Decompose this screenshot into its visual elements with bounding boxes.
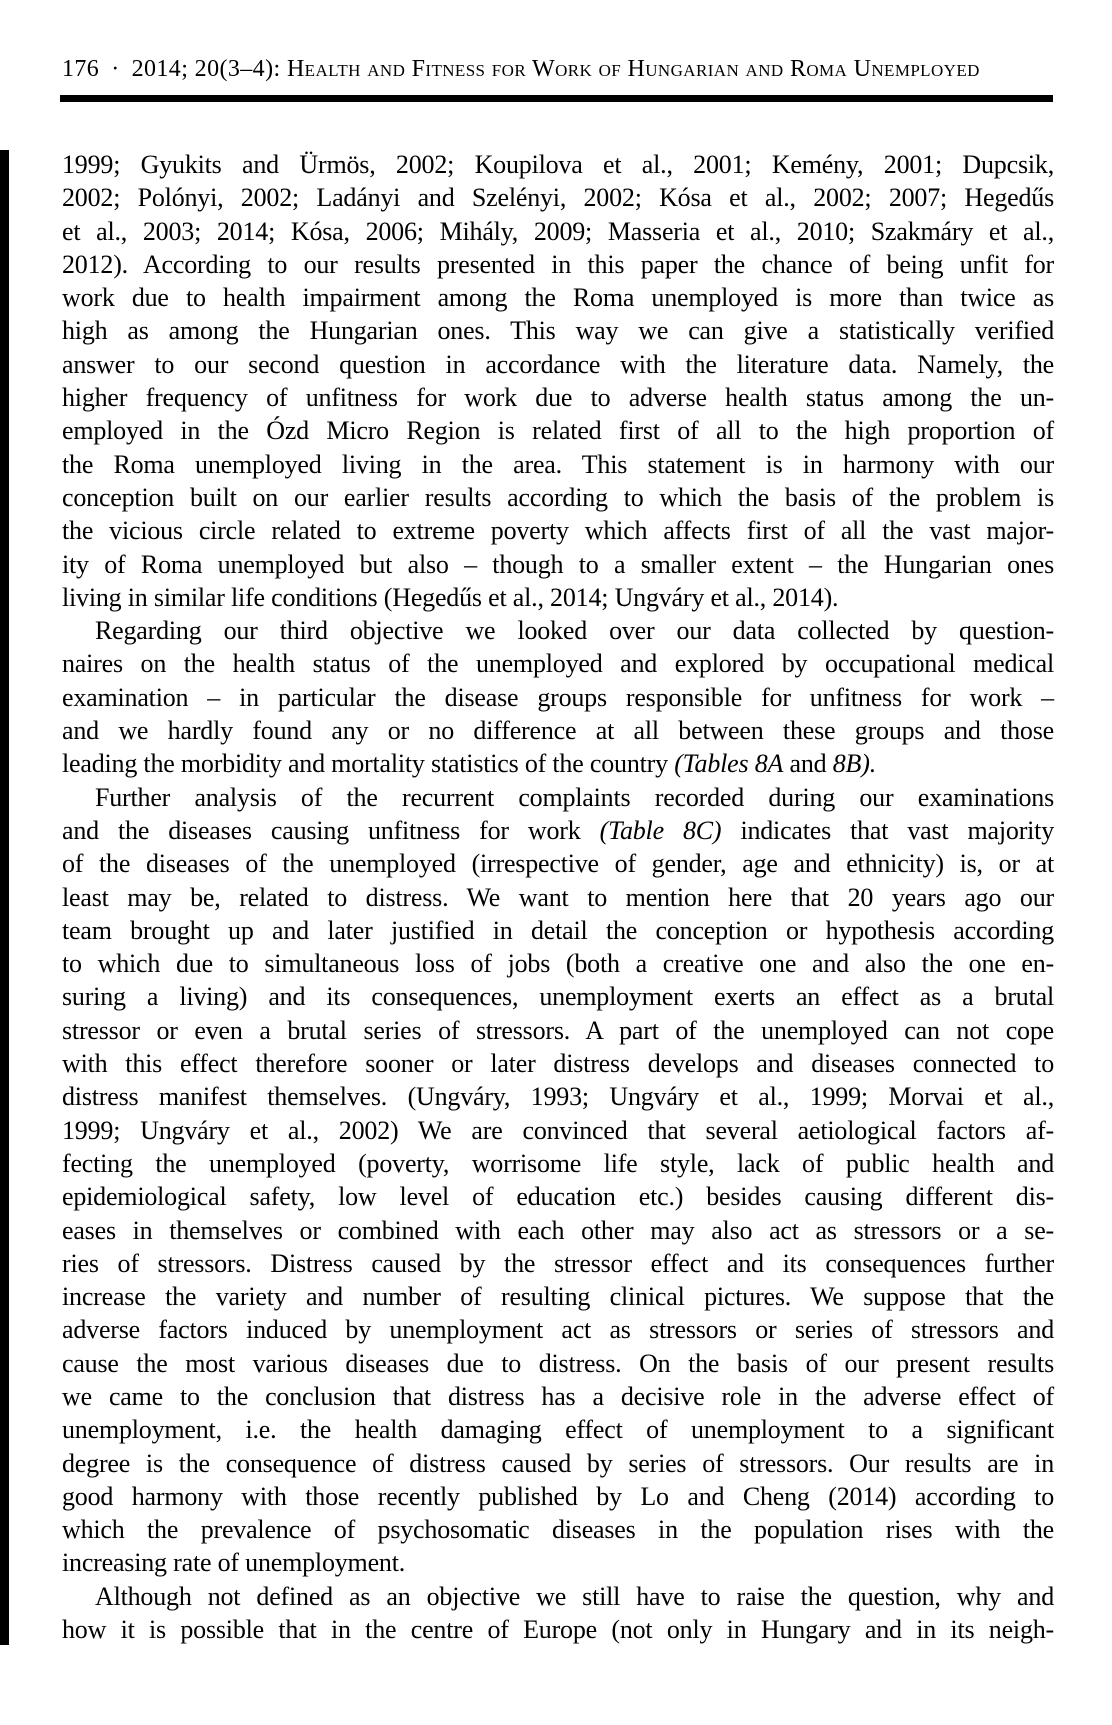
text-line: we came to the conclusion that distress has a decisive role in the adverse effect of: [62, 1381, 1054, 1411]
text-line: the vicious circle related to extreme poverty which affects first of all the vast major-: [62, 516, 1054, 546]
text-line: to which due to simultaneous loss of jobs (both a creative one and also the one en-: [62, 949, 1054, 979]
paragraph: [62, 781, 1054, 1580]
text-line: which the prevalence of psychosomatic diseases in the population rises with the: [62, 1515, 1054, 1545]
text-line: living in similar life conditions (Hegedűs et al., 2014; Ungváry et al., 2014).: [62, 582, 839, 612]
page-number: 176: [62, 56, 100, 82]
header-rule: [60, 95, 1053, 102]
paragraph: [62, 614, 1054, 780]
text-line: 1999; Gyukits and Ürmös, 2002; Koupilova et al., 2001; Kemény, 2001; Dupcsik,: [62, 150, 1054, 179]
text-line: suring a living) and its consequences, unemployment exerts an effect as a brutal: [62, 982, 1054, 1012]
header-separator: ·: [111, 56, 120, 82]
paragraph: [62, 148, 1054, 614]
text-line: team brought up and later justified in detail the conception or hypothesis according: [62, 915, 1054, 945]
text-line: higher frequency of unfitness for work due to adverse health status among the un-: [62, 383, 1054, 413]
text-line: distress manifest themselves. (Ungváry, 1993; Ungváry et al., 1999; Morvai et al.,: [62, 1082, 1054, 1112]
text-line: increase the variety and number of resulting clinical pictures. We suppose that the: [62, 1282, 1054, 1312]
text-line: Although not defined as an objective we still have to raise the question, why and: [95, 1581, 1054, 1611]
text-line: degree is the consequence of distress caused by series of stressors. Our results are in: [62, 1448, 1054, 1478]
text-line: least may be, related to distress. We want to mention here that 20 years ago our: [62, 882, 1054, 912]
text-line: fecting the unemployed (poverty, worrisome life style, lack of public health and: [62, 1148, 1054, 1178]
text-line: adverse factors induced by unemployment act as stressors or series of stressors and: [62, 1315, 1054, 1345]
text-line: stressor or even a brutal series of stressors. A part of the unemployed can not cope: [62, 1015, 1054, 1045]
text-line: leading the morbidity and mortality statistics of the country (Tables 8A and 8B).: [62, 749, 876, 779]
text-line: ries of stressors. Distress caused by the stressor effect and its consequences further: [62, 1248, 1054, 1278]
text-line: and the diseases causing unfitness for work (Table 8C) indicates that vast majority: [62, 815, 1054, 845]
running-title: Health and Fitness for Work of Hungarian and Roma Unemployed: [286, 56, 980, 82]
text-line: et al., 2003; 2014; Kósa, 2006; Mihály, 2009; Masseria et al., 2010; Szakmáry et al.,: [62, 216, 1054, 246]
text-line: high as among the Hungarian ones. This way we can give a statistically verified: [62, 316, 1054, 346]
text-line: examination – in particular the disease groups responsible for unfitness for work –: [62, 682, 1054, 712]
text-line: Further analysis of the recurrent complaints recorded during our examinations: [95, 782, 1054, 812]
text-line: unemployment, i.e. the health damaging effect of unemployment to a significant: [62, 1415, 1054, 1445]
text-line: how it is possible that in the centre of Europe (not only in Hungary and in its neigh-: [62, 1615, 1054, 1645]
text-line: of the diseases of the unemployed (irrespective of gender, age and ethnicity) is, or at: [62, 849, 1054, 879]
body-text: [62, 148, 1054, 1646]
paragraph: [62, 1580, 1054, 1647]
page-header: [62, 56, 980, 83]
text-line: ity of Roma unemployed but also – though to a smaller extent – the Hungarian ones: [62, 549, 1054, 579]
text-line: the Roma unemployed living in the area. This statement is in harmony with our: [62, 449, 1054, 479]
text-line: Regarding our third objective we looked over our data collected by question-: [95, 616, 1054, 646]
text-line: cause the most various diseases due to distress. On the basis of our present results: [62, 1348, 1054, 1378]
text-line: work due to health impairment among the Roma unemployed is more than twice as: [62, 283, 1054, 313]
text-line: with this effect therefore sooner or later distress develops and diseases connected to: [62, 1049, 1054, 1079]
text-line: 1999; Ungváry et al., 2002) We are convinced that several aetiological factors af-: [62, 1115, 1054, 1145]
text-line: good harmony with those recently published by Lo and Cheng (2014) according to: [62, 1481, 1054, 1511]
text-line: increasing rate of unemployment.: [62, 1548, 406, 1578]
journal-issue: 2014; 20(3–4):: [131, 56, 281, 82]
text-line: employed in the Ózd Micro Region is related first of all to the high proportion of: [62, 416, 1054, 446]
scan-edge-artifact: [0, 150, 9, 1645]
text-line: and we hardly found any or no difference at all between these groups and those: [62, 716, 1054, 746]
text-line: conception built on our earlier results according to which the basis of the problem is: [62, 482, 1054, 512]
text-line: 2012). According to our results presented in this paper the chance of being unfit for: [62, 249, 1054, 279]
text-line: eases in themselves or combined with each other may also act as stressors or a se-: [62, 1215, 1054, 1245]
text-line: naires on the health status of the unemployed and explored by occupational medical: [62, 649, 1054, 679]
text-line: answer to our second question in accordance with the literature data. Namely, the: [62, 349, 1054, 379]
text-line: epidemiological safety, low level of education etc.) besides causing different dis-: [62, 1182, 1054, 1212]
text-line: 2002; Polónyi, 2002; Ladányi and Szelényi, 2002; Kósa et al., 2002; 2007; Hegedűs: [62, 183, 1054, 213]
